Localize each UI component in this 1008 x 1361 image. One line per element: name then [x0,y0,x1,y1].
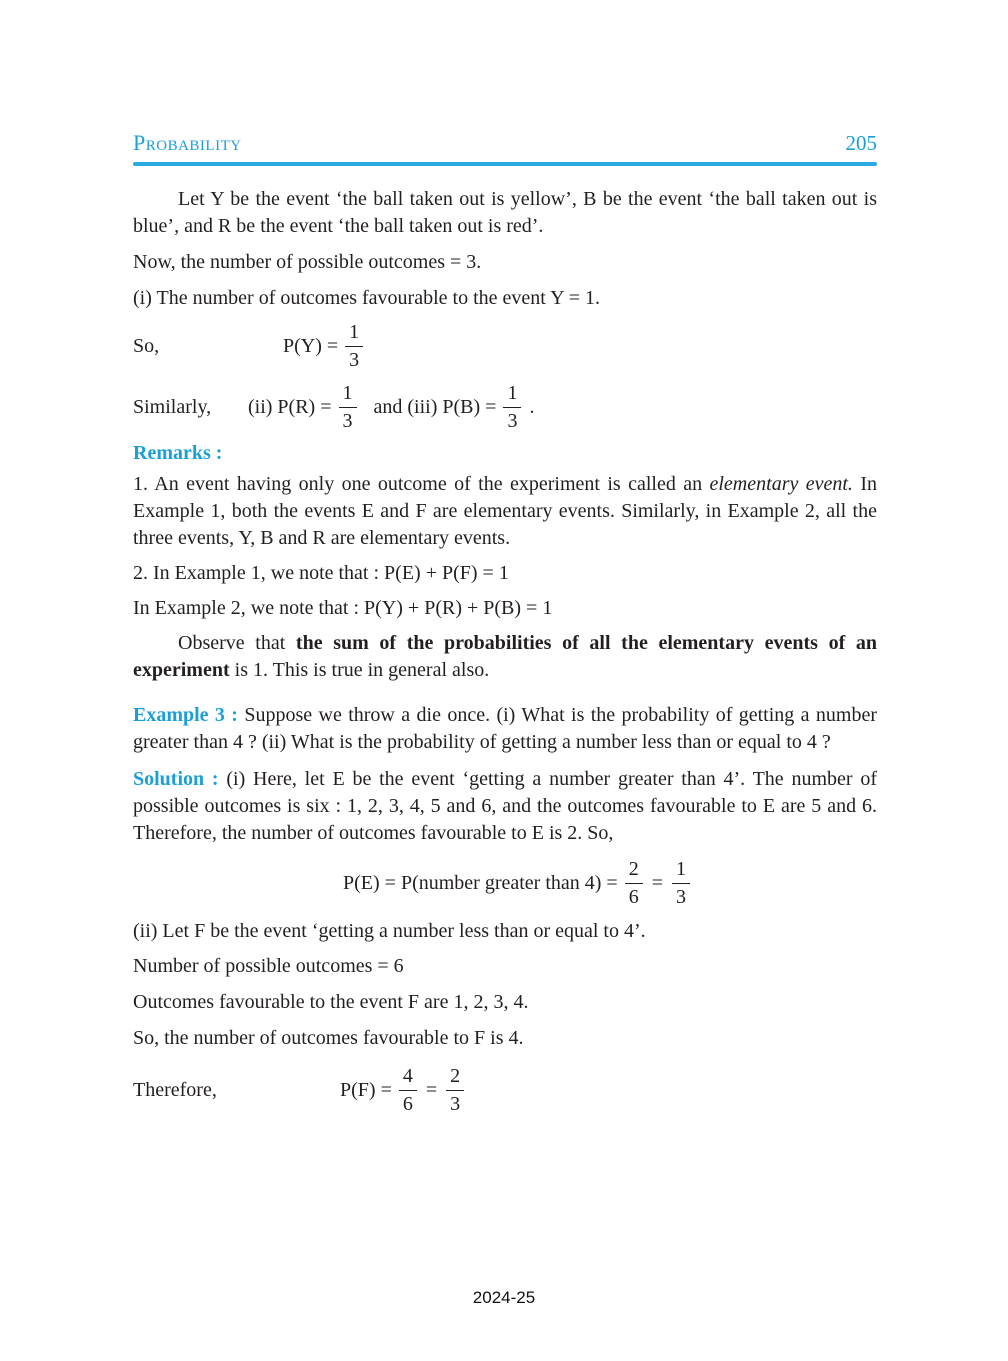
fraction [446,1065,464,1116]
equation-period: . [529,396,535,418]
paragraph-number-outcomes: Number of possible outcomes = 6 [133,955,404,977]
fraction-denominator: 6 [625,883,643,909]
fraction-denominator: 3 [446,1090,464,1116]
equation-lhs: P(Y) = [283,335,339,357]
fraction-numerator: 1 [507,382,518,404]
fraction [503,382,521,433]
observe-text-a: Observe that [178,632,296,654]
fraction-numerator: 1 [342,382,353,404]
paragraph-part-ii: (ii) Let F be the event ‘getting a number less than or equal to 4’. [133,920,646,942]
paragraph-observe [133,630,877,684]
remark-1-number: 1. [133,473,148,495]
example-3-label: Example 3 : [133,704,238,726]
fraction [672,858,690,909]
equation-pe [133,855,877,912]
remark-2: 2. In Example 1, we note that : P(E) + P(F) = 1 [133,562,509,584]
equation-intro: So, [133,335,160,357]
solution-text: (i) Here, let E be the event ‘getting a number greater than 4’. The number of possible outcomes is six : 1, 2, 3, 4, 5 and 6, and the outcomes favourable to E are 5 and 6. Therefore, the number of outcomes favourable to E is 2. So, [133,768,877,844]
solution-label: Solution : [133,768,219,790]
remarks-label: Remarks : [133,442,223,464]
observe-bold: the sum of the probabilities of all the elementary events of an experiment [133,632,877,681]
solution [133,766,877,847]
equation-py [133,318,877,375]
remark-1-text-a: An event having only one outcome of the experiment is called an [148,473,710,495]
fraction-denominator: 3 [345,346,363,372]
equation-pr-pb [133,379,877,436]
equation-pf [133,1062,877,1119]
fraction-denominator: 3 [339,407,357,433]
fraction [339,382,357,433]
paragraph-possible-outcomes: Now, the number of possible outcomes = 3. [133,251,482,273]
remark-1 [133,471,877,552]
equals-sign: = [425,1079,438,1101]
example-3 [133,702,877,756]
paragraph-so-f: So, the number of outcomes favourable to F is 4. [133,1027,524,1049]
page-number: 205 [845,131,877,155]
equation-item-iii: and (iii) P(B) = [373,396,497,418]
paragraph-outcomes-f: Outcomes favourable to the event F are 1, 2, 3, 4. [133,991,529,1013]
observe-text-b: is 1. This is true in general also. [229,659,490,681]
page-header [133,130,877,156]
fraction-numerator: 4 [402,1065,413,1087]
equals-sign: = [651,872,663,894]
remark-1-text-b: In Example 1, both the events E and F are elementary events. Similarly, in Example 2, all the three events, Y, B and R are elementary events. [133,473,877,549]
example-3-text: Suppose we throw a die once. (i) What is the probability of getting a number greater than 4 ? (ii) What is the probability of getting a number less than or equal to 4 ? [133,704,878,753]
fraction [399,1065,417,1116]
paragraph-let-y: Let Y be the event ‘the ball taken out is yellow’, B be the event ‘the ball taken out is blue’, and R be the event ‘the ball taken out is red’. [133,188,877,237]
fraction [625,858,643,909]
equation-intro: Similarly, [133,396,212,418]
equation-intro: Therefore, [133,1079,217,1101]
fraction-numerator: 1 [675,858,686,880]
equation-lhs: P(E) = P(number greater than 4) = [343,872,618,894]
fraction [345,321,363,372]
fraction-numerator: 1 [349,321,360,343]
footer-edition: 2024-25 [472,1288,536,1307]
fraction-numerator: 2 [450,1065,461,1087]
equation-item-ii: (ii) P(R) = [248,396,332,418]
equation-lhs: P(F) = [340,1079,392,1101]
fraction-denominator: 6 [399,1090,417,1116]
remark-2b: In Example 2, we note that : P(Y) + P(R) + P(B) = 1 [133,597,553,619]
fraction-denominator: 3 [503,407,521,433]
header-rule [133,162,877,166]
page-content [133,130,877,1119]
fraction-numerator: 2 [628,858,639,880]
running-head-title: Probability [133,130,242,155]
remarks-heading [133,440,877,467]
remark-1-italic: elementary event. [709,473,853,495]
fraction-denominator: 3 [672,883,690,909]
paragraph-favourable-y: (i) The number of outcomes favourable to the event Y = 1. [133,287,601,309]
